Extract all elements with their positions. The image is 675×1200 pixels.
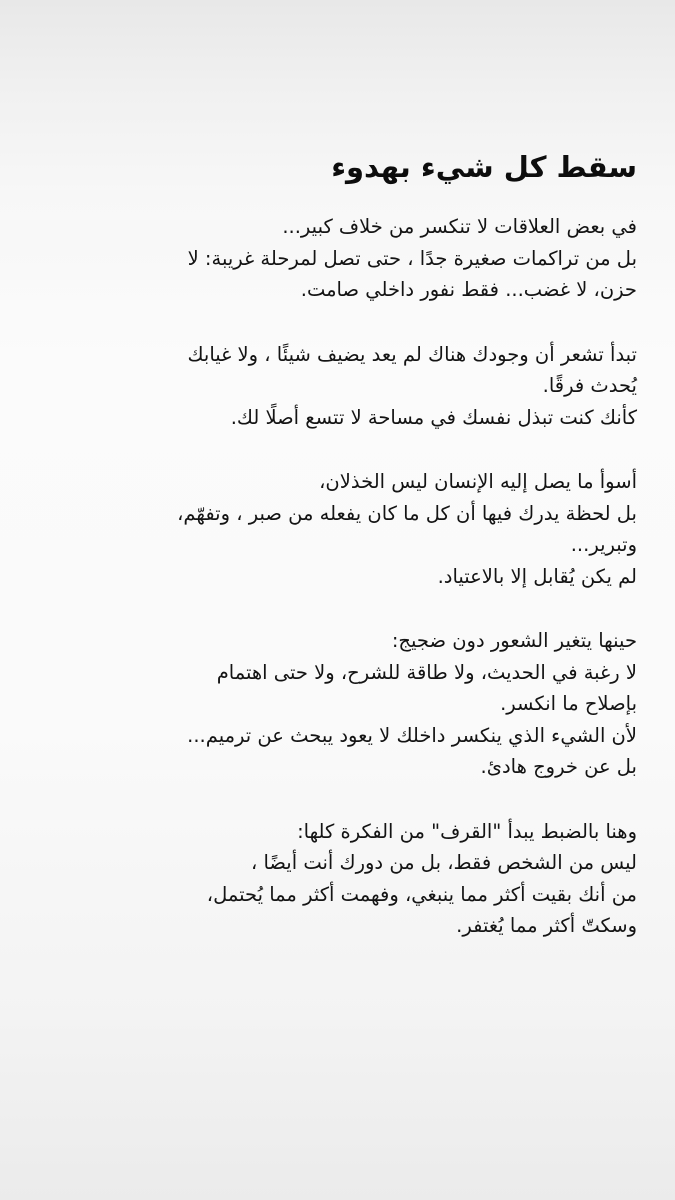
paragraph-line: في بعض العلاقات لا تنكسر من خلاف كبير... [282, 215, 637, 238]
paragraph-line: لا رغبة في الحديث، ولا طاقة للشرح، ولا حتى اهتمام [216, 660, 637, 684]
paragraph-4 [40, 625, 637, 783]
paragraph-line: بل من تراكمات صغيرة جدًا ، حتى تصل لمرحلة غريبة: لا [187, 246, 637, 270]
paragraph-line: بل لحظة يدرك فيها أن كل ما كان يفعله من صبر ، وتفهّم، [177, 501, 637, 525]
paragraph-line: تبدأ تشعر أن وجودك هناك لم يعد يضيف شيئًا ، ولا غيابك [187, 342, 637, 366]
paragraph-line: وهنا بالضبط يبدأ "القرف" من الفكرة كلها: [297, 819, 637, 843]
paragraph-line: يُحدث فرقًا. [542, 374, 637, 397]
paragraph-2 [40, 339, 637, 434]
paragraph-line: لأن الشيء الذي ينكسر داخلك لا يعود يبحث عن ترميم... [187, 723, 637, 747]
paragraph-line: حينها يتغير الشعور دون ضجيج: [391, 629, 637, 652]
article-title: سقط كل شيء بهدوء [331, 150, 637, 184]
article [40, 145, 637, 975]
paragraph-1 [40, 211, 637, 306]
paragraph-line: وتبرير... [570, 533, 637, 556]
paragraph-line: حزن، لا غضب... فقط نفور داخلي صامت. [300, 278, 637, 301]
paragraph-line: كأنك كنت تبذل نفسك في مساحة لا تتسع أصلًا لك. [230, 405, 637, 429]
paragraph-line: لم يكن يُقابل إلا بالاعتياد. [437, 564, 637, 588]
paragraph-line: ليس من الشخص فقط، بل من دورك أنت أيضًا ، [250, 851, 637, 874]
paragraph-line: وسكتّ أكثر مما يُغتفر. [456, 914, 637, 937]
paragraph-line: من أنك بقيت أكثر مما ينبغي، وفهمت أكثر مما يُحتمل، [206, 882, 637, 906]
paragraph-line: أسوأ ما يصل إليه الإنسان ليس الخذلان، [319, 470, 637, 493]
paragraph-line: بل عن خروج هادئ. [480, 755, 637, 778]
paragraph-line: بإصلاح ما انكسر. [500, 692, 637, 715]
paragraph-5 [40, 816, 637, 942]
paragraph-3 [40, 466, 637, 592]
